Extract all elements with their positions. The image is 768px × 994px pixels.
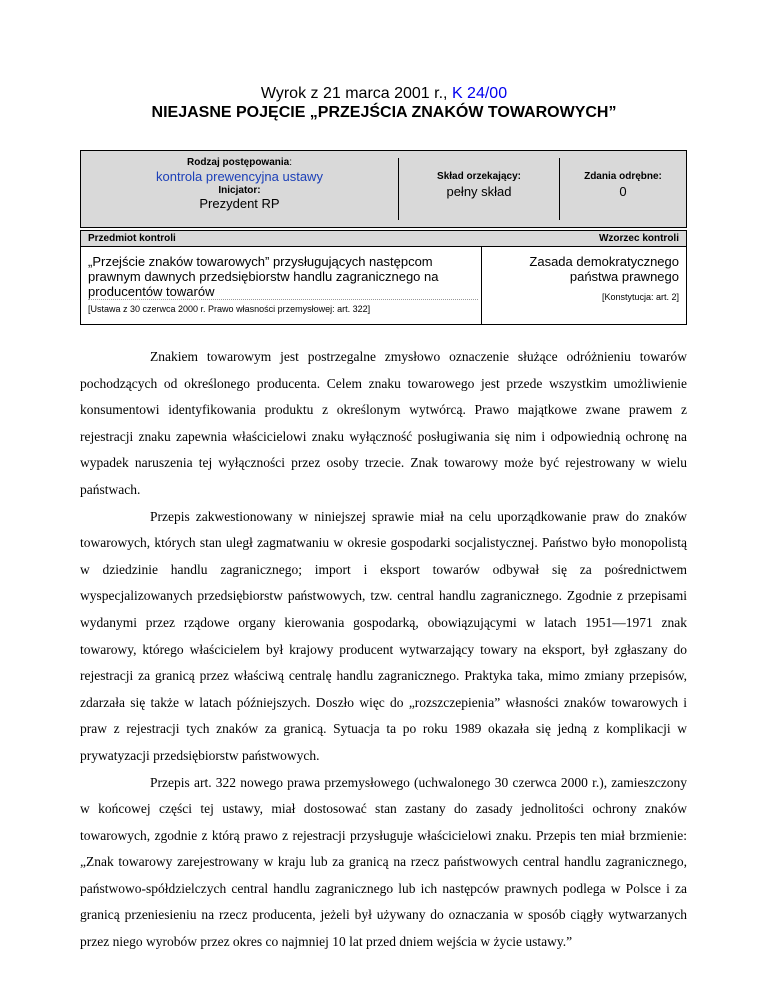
- pattern-text: Zasada demokratycznego państwa prawnego: [529, 254, 679, 284]
- judgment-heading: NIEJASNE POJĘCIE „PRZEJŚCIA ZNAKÓW TOWAROWYCH”: [151, 104, 617, 121]
- dissent-cell: [560, 151, 686, 227]
- pattern-label: Wzorzec kontroli: [598, 233, 679, 244]
- initiator-value: Prezydent RP: [199, 196, 280, 211]
- control-details-box: [80, 247, 687, 325]
- subject-text: „Przejście znaków towarowych” przysługujących następcom prawnym dawnych przedsiębiorstw handlu zagranicznego na producentów towarów: [88, 254, 439, 299]
- bench-label: Skład orzekający:: [437, 171, 521, 182]
- proceeding-type-label: Rodzaj postępowania:: [186, 157, 292, 168]
- bench-cell: [399, 151, 559, 227]
- bench-value: pełny skład: [446, 184, 512, 199]
- subject-reference: [Ustawa z 30 czerwca 2000 r. Prawo własności przemysłowej: art. 322]: [88, 304, 371, 314]
- proceeding-info-box: [80, 150, 687, 228]
- dissent-label: Zdania odrębne:: [584, 171, 662, 182]
- judgment-date: Wyrok z 21 marca 2001 r.,: [260, 85, 452, 102]
- body-paragraph: Przepis zakwestionowany w niniejszej sprawie miał na celu uporządkowanie praw do znaków towarowych, których stan uległ zagmatwaniu w okresie gospodarki socjalistycznej. Państwo było monopolistą w dziedzinie handlu zagranicznego; import i eksport towarów odbywał się za pośrednictwem wyspecjalizowanych przedsiębiorstw państwowych, tzw. central handlu zagranicznego. Zgodnie z przepisami wydanymi przez rządowe organy kierowania gospodarką, obowiązującymi w latach 1951––1971 znak towarowy, którego właścicielem był krajowy producent wytwarzający towary na eksport, był zgłaszany do rejestracji za granicą przez właściwą centralę handlu zagranicznego. Praktyka taka, mimo zmiany przepisów, zdarzała się także w latach późniejszych. Doszło więc do „rozszczepienia” własności znaków towarowych i praw z rejestracji tych znaków za granicą. Sytuacja ta po roku 1989 okazała się jedną z komplikacji w prywatyzacji przedsiębiorstw państwowych.: [80, 508, 687, 763]
- judgment-body: [80, 344, 687, 956]
- body-paragraph: Znakiem towarowym jest postrzegalne zmysłowo oznaczenie służące odróżnieniu towarów pochodzących od określonego producenta. Celem znaku towarowego jest przede wszystkim umożliwienie konsumentowi identyfikowania produktu z określonym wytwórcą. Prawo majątkowe zwane prawem z rejestracji znaku zapewnia właścicielowi znaku wyłączność posługiwania się nim i odpowiednią ochronę na wypadek naruszenia tej wyłączności przez osoby trzecie. Znak towarowy może być rejestrowany w wielu państwach.: [80, 349, 687, 497]
- body-paragraph: Przepis art. 322 nowego prawa przemysłowego (uchwalonego 30 czerwca 2000 r.), zamieszczony w końcowej części tej ustawy, miał dostosować stan zastany do zasady jednolitości ochrony znaków towarowych, zgodnie z którą prawo z rejestracji przysługuje właścicielowi znaku. Przepis ten miał brzmienie: „Znak towarowy zarejestrowany w kraju lub za granicą na rzecz państwowych central handlu zagranicznego, państwowo-spółdzielczych central handlu zagranicznego lub ich następców prawnych podlega w Polsce i za granicą przeniesieniu na rzecz producenta, jeżeli był używany do oznaczania w sposób ciągły wytwarzanych przez niego wyrobów przez okres co najmniej 10 lat przed dniem wejścia w życie ustawy.”: [80, 774, 687, 950]
- judgment-title: [0, 85, 768, 103]
- subject-divider: [88, 299, 478, 300]
- proceeding-type-value: kontrola prewencyjna ustawy: [156, 169, 323, 184]
- case-number-link[interactable]: K 24/00: [451, 85, 508, 102]
- subject-label: Przedmiot kontroli: [88, 233, 176, 244]
- control-divider: [481, 247, 482, 324]
- initiator-label: Inicjator:: [218, 185, 261, 196]
- dissent-value: 0: [619, 184, 627, 199]
- proceeding-type-cell: [81, 151, 398, 227]
- pattern-reference: [Konstytucja: art. 2]: [601, 292, 679, 302]
- control-header-bar: [80, 230, 687, 247]
